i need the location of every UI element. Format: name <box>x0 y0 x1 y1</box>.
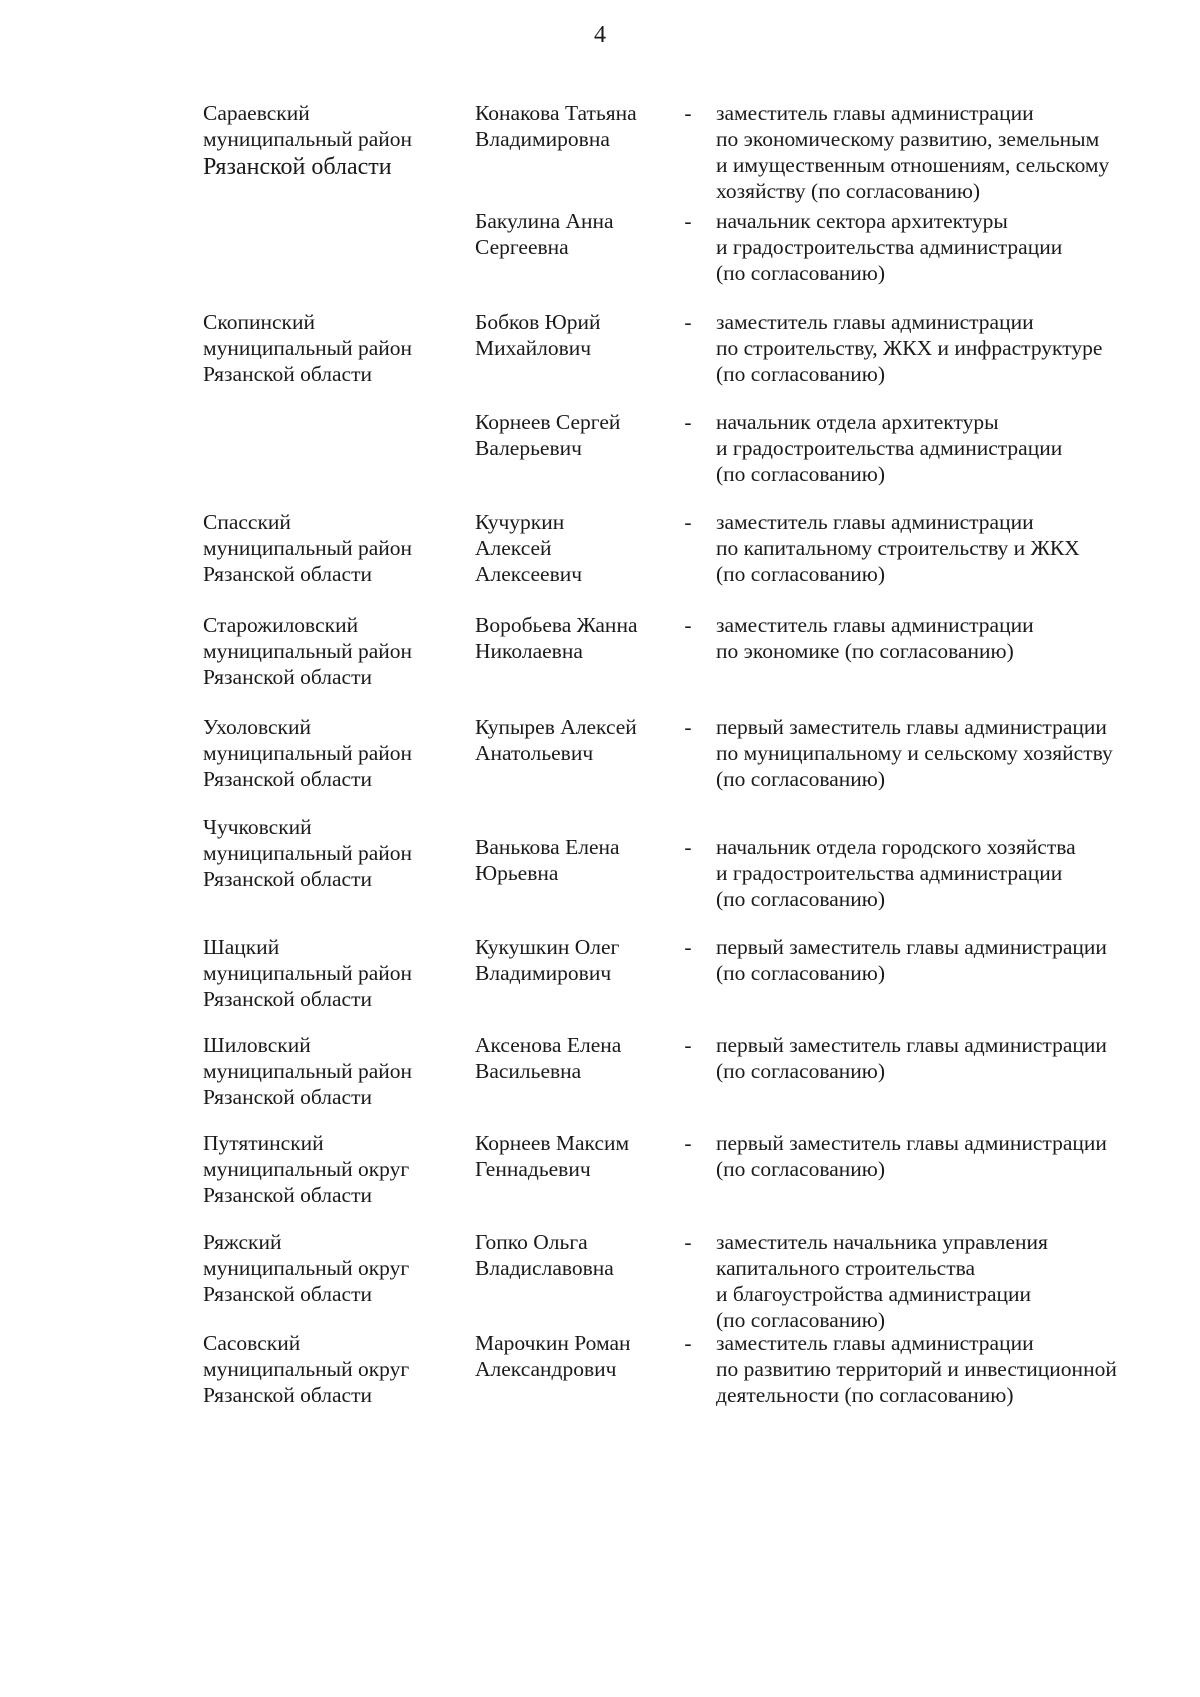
official-name <box>475 1032 685 1084</box>
district-line: Путятинский <box>203 1131 324 1155</box>
district-line: Рязанской области <box>203 1383 372 1407</box>
position-line: по экономическому развитию, земельным <box>716 127 1100 151</box>
official-position <box>716 309 1200 387</box>
district-line: Ухоловский <box>203 715 311 739</box>
dash-separator: - <box>684 715 692 739</box>
position-line: по капитальному строительству и ЖКХ <box>716 536 1080 560</box>
position-line: заместитель главы администрации <box>716 510 1034 534</box>
position-line: (по согласованию) <box>716 562 886 586</box>
dash-separator: - <box>684 510 692 534</box>
dash-separator: - <box>684 101 692 125</box>
official-name-line: Корнеев Сергей <box>475 410 621 434</box>
dash-separator: - <box>684 209 692 233</box>
official-name <box>475 409 685 461</box>
dash-separator: - <box>684 1131 692 1155</box>
official-name-line: Алексей <box>475 536 552 560</box>
position-line: первый заместитель главы администрации <box>716 1033 1107 1057</box>
dash-separator: - <box>684 835 692 859</box>
district-line: Рязанской области <box>203 1085 372 1109</box>
district-line: Рязанской области <box>203 867 372 891</box>
district-line: муниципальный округ <box>203 1256 410 1280</box>
position-line: заместитель начальника управления <box>716 1230 1048 1254</box>
district-line: Сараевский <box>203 101 310 125</box>
position-line: и градостроительства администрации <box>716 436 1063 460</box>
official-name-line: Корнеев Максим <box>475 1131 630 1155</box>
district-line: муниципальный район <box>203 841 413 865</box>
official-name-line: Гопко Ольга <box>475 1230 588 1254</box>
official-name-line: Бакулина Анна <box>475 209 614 233</box>
dash-separator: - <box>684 1230 692 1254</box>
official-name-line: Васильевна <box>475 1059 582 1083</box>
district-name <box>203 509 463 587</box>
position-line: и благоустройства администрации <box>716 1282 1032 1306</box>
district-line: Скопинский <box>203 310 315 334</box>
official-name-line: Анатольевич <box>475 741 594 765</box>
district-line: Рязанской области <box>203 562 372 586</box>
district-line: муниципальный район <box>203 639 413 663</box>
dash-separator: - <box>684 310 692 334</box>
district-line: Рязанской области <box>203 1282 372 1306</box>
official-name-line: Владимирович <box>475 961 612 985</box>
dash-separator: - <box>684 935 692 959</box>
position-line: заместитель главы администрации <box>716 101 1034 125</box>
district-name <box>203 100 463 182</box>
official-name <box>475 208 685 260</box>
official-position <box>716 612 1200 664</box>
official-position <box>716 834 1200 912</box>
official-name-line: Конакова Татьяна <box>475 101 637 125</box>
position-line: деятельности (по согласованию) <box>716 1383 1014 1407</box>
dash-separator: - <box>684 1331 692 1355</box>
official-name <box>475 934 685 986</box>
district-line: Рязанской области <box>203 154 392 180</box>
official-name <box>475 834 685 886</box>
official-name-line: Михайлович <box>475 336 592 360</box>
position-line: (по согласованию) <box>716 462 886 486</box>
district-name <box>203 1229 463 1307</box>
position-line: (по согласованию) <box>716 362 886 386</box>
official-position <box>716 100 1200 204</box>
position-line: (по согласованию) <box>716 961 886 985</box>
official-position <box>716 714 1200 792</box>
official-name <box>475 100 685 152</box>
position-line: (по согласованию) <box>716 1308 886 1332</box>
official-position <box>716 208 1200 286</box>
district-line: Рязанской области <box>203 665 372 689</box>
official-name <box>475 1330 685 1382</box>
official-name-line: Владимировна <box>475 127 610 151</box>
official-name <box>475 509 685 587</box>
official-name <box>475 309 685 361</box>
district-line: Сасовский <box>203 1331 301 1355</box>
district-line: муниципальный район <box>203 336 413 360</box>
official-position <box>716 509 1200 587</box>
position-line: капитального строительства <box>716 1256 976 1280</box>
position-line: первый заместитель главы администрации <box>716 935 1107 959</box>
district-name <box>203 1032 463 1110</box>
official-name-line: Воробьева Жанна <box>475 613 638 637</box>
official-name-line: Кучуркин <box>475 510 565 534</box>
official-name-line: Сергеевна <box>475 235 569 259</box>
district-line: муниципальный район <box>203 127 413 151</box>
district-line: Рязанской области <box>203 1183 372 1207</box>
official-name-line: Бобков Юрий <box>475 310 601 334</box>
district-line: Чучковский <box>203 815 312 839</box>
position-line: (по согласованию) <box>716 1059 886 1083</box>
dash-separator: - <box>684 613 692 637</box>
official-position <box>716 1229 1200 1333</box>
position-line: (по согласованию) <box>716 261 886 285</box>
district-line: Рязанской области <box>203 362 372 386</box>
position-line: по муниципальному и сельскому хозяйству <box>716 741 1113 765</box>
district-line: Шиловский <box>203 1033 311 1057</box>
district-line: муниципальный район <box>203 536 413 560</box>
district-line: Ряжский <box>203 1230 282 1254</box>
district-line: Шацкий <box>203 935 280 959</box>
official-name-line: Геннадьевич <box>475 1157 591 1181</box>
position-line: (по согласованию) <box>716 1157 886 1181</box>
official-name-line: Ванькова Елена <box>475 835 620 859</box>
district-line: муниципальный район <box>203 1059 413 1083</box>
district-line: Старожиловский <box>203 613 359 637</box>
district-name <box>203 814 463 892</box>
official-name-line: Кукушкин Олег <box>475 935 620 959</box>
position-line: и градостроительства администрации <box>716 861 1063 885</box>
official-position <box>716 934 1200 986</box>
official-name-line: Александрович <box>475 1357 617 1381</box>
district-line: муниципальный район <box>203 961 413 985</box>
official-name-line: Николаевна <box>475 639 583 663</box>
official-name-line: Аксенова Елена <box>475 1033 622 1057</box>
position-line: первый заместитель главы администрации <box>716 1131 1107 1155</box>
district-name <box>203 714 463 792</box>
position-line: заместитель главы администрации <box>716 1331 1034 1355</box>
position-line: начальник отдела городского хозяйства <box>716 835 1076 859</box>
district-name <box>203 934 463 1012</box>
dash-separator: - <box>684 1033 692 1057</box>
district-line: Рязанской области <box>203 987 372 1011</box>
official-name-line: Валерьевич <box>475 436 582 460</box>
official-name-line: Владиславовна <box>475 1256 614 1280</box>
official-name <box>475 1229 685 1281</box>
official-name-line: Марочкин Роман <box>475 1331 631 1355</box>
district-line: муниципальный округ <box>203 1157 410 1181</box>
official-name-line: Юрьевна <box>475 861 559 885</box>
position-line: по строительству, ЖКХ и инфраструктуре <box>716 336 1103 360</box>
position-line: и имущественным отношениям, сельскому <box>716 153 1110 177</box>
position-line: хозяйству (по согласованию) <box>716 179 981 203</box>
district-line: муниципальный район <box>203 741 413 765</box>
district-line: муниципальный округ <box>203 1357 410 1381</box>
position-line: заместитель главы администрации <box>716 613 1034 637</box>
position-line: и градостроительства администрации <box>716 235 1063 259</box>
district-name <box>203 1130 463 1208</box>
district-name <box>203 309 463 387</box>
position-line: (по согласованию) <box>716 887 886 911</box>
position-line: начальник отдела архитектуры <box>716 410 999 434</box>
official-position <box>716 1130 1200 1182</box>
official-name-line: Алексеевич <box>475 562 583 586</box>
district-name <box>203 1330 463 1408</box>
district-line: Рязанской области <box>203 767 372 791</box>
page-number: 4 <box>594 22 606 48</box>
official-name <box>475 612 685 664</box>
district-line: Спасский <box>203 510 291 534</box>
district-name <box>203 612 463 690</box>
dash-separator: - <box>684 410 692 434</box>
official-name-line: Купырев Алексей <box>475 715 637 739</box>
position-line: (по согласованию) <box>716 767 886 791</box>
position-line: по развитию территорий и инвестиционной <box>716 1357 1117 1381</box>
position-line: первый заместитель главы администрации <box>716 715 1107 739</box>
official-position <box>716 1330 1200 1408</box>
position-line: по экономике (по согласованию) <box>716 639 1014 663</box>
official-name <box>475 714 685 766</box>
official-position <box>716 1032 1200 1084</box>
official-position <box>716 409 1200 487</box>
position-line: начальник сектора архитектуры <box>716 209 1008 233</box>
official-name <box>475 1130 685 1182</box>
position-line: заместитель главы администрации <box>716 310 1034 334</box>
